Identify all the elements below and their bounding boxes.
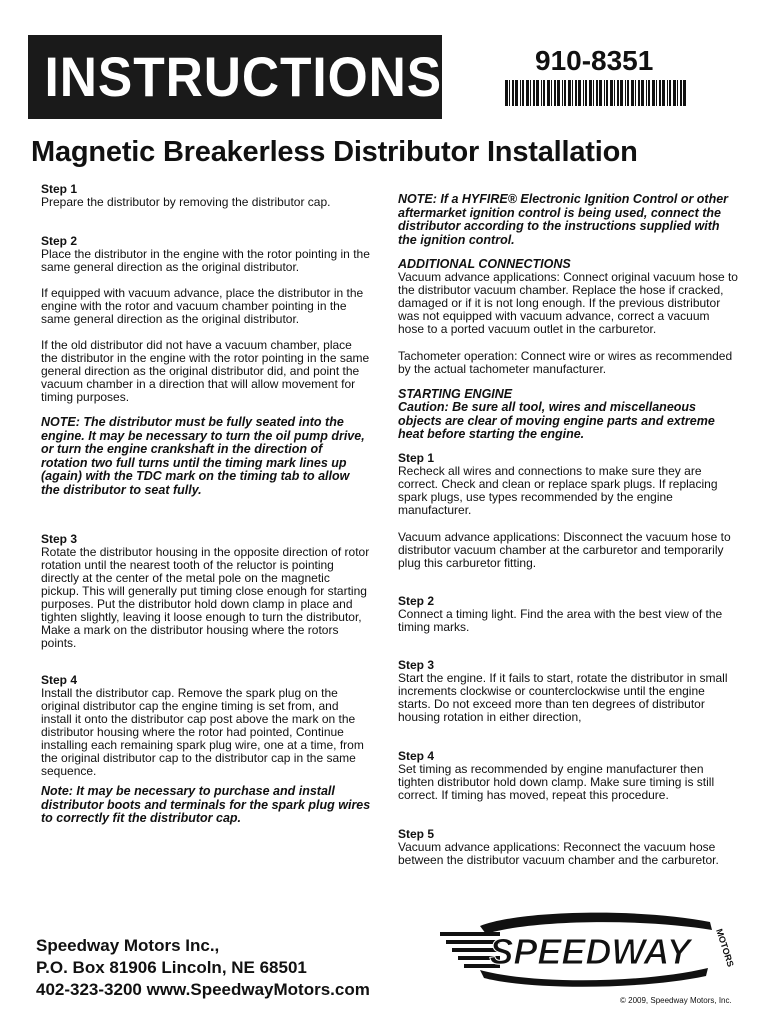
step-heading: Step 1 bbox=[41, 182, 78, 196]
barcode-bar bbox=[554, 80, 556, 106]
barcode-bar bbox=[669, 80, 671, 106]
section-heading: ADDITIONAL CONNECTIONS bbox=[398, 257, 571, 271]
step3-block bbox=[41, 533, 371, 650]
company-address bbox=[36, 935, 370, 1001]
phone-website: 402-323-3200 www.SpeedwayMotors.com bbox=[36, 980, 370, 999]
banner-title: INSTRUCTIONS bbox=[44, 45, 442, 108]
barcode-bar bbox=[543, 80, 545, 106]
barcode-bar bbox=[620, 80, 623, 106]
start-step4-block bbox=[398, 750, 738, 802]
barcode-bar bbox=[589, 80, 592, 106]
section-heading: STARTING ENGINE bbox=[398, 387, 513, 401]
step-heading: Step 3 bbox=[41, 532, 78, 546]
start-step1-block bbox=[398, 452, 738, 517]
barcode-bar bbox=[509, 80, 510, 106]
vacuum-advance-text: Vacuum advance applications: Connect original vacuum hose to the distributor vacuum chamber. Replace the hose if cracked, damaged or if it is not long enough. If the previous distributor was not equipped with vacuum advance, correct a vacuum hose to a ported vacuum outlet in the carburetor. bbox=[398, 270, 738, 336]
start-step3-block bbox=[398, 659, 738, 724]
barcode-bar bbox=[568, 80, 571, 106]
barcode-bar bbox=[512, 80, 514, 106]
barcode-bar bbox=[631, 80, 634, 106]
barcode-bar bbox=[505, 80, 508, 106]
barcode-bar bbox=[541, 80, 542, 106]
step-heading: Step 1 bbox=[398, 451, 435, 465]
step-text: Recheck all wires and connections to make sure they are correct. Check and clean or replace spark plugs. If replacing spark plugs, use types recommended by the engine manufacturer. bbox=[398, 464, 718, 517]
tachometer-text: Tachometer operation: Connect wire or wires as recommended by the actual tachometer manufacturer. bbox=[398, 349, 733, 376]
barcode-bar bbox=[646, 80, 647, 106]
barcode-bar bbox=[606, 80, 608, 106]
barcode-bar bbox=[614, 80, 615, 106]
barcode-bar bbox=[533, 80, 535, 106]
barcode-image bbox=[505, 80, 690, 106]
logo-wordmark: SPEEDWAY bbox=[489, 931, 691, 972]
barcode-bar bbox=[585, 80, 587, 106]
step-text: Vacuum advance applications: Reconnect the vacuum hose between the distributor vacuum chamber and the carburetor. bbox=[398, 840, 719, 867]
barcode-bar bbox=[599, 80, 602, 106]
barcode-bar bbox=[551, 80, 552, 106]
barcode-bar bbox=[557, 80, 560, 106]
step-heading: Step 2 bbox=[41, 234, 78, 248]
starting-engine-block bbox=[398, 388, 738, 442]
step-text: Install the distributor cap. Remove the spark plug on the original distributor cap the engine timing is set from, and install it onto the distributor cap post above the mark on the distributor housing where the rotor had pointed, Continue installing each remaining spark plug wire, one at a time, from the original distributor cap to the distributor cap in the same sequence. bbox=[41, 686, 364, 778]
barcode-bar bbox=[526, 80, 529, 106]
instructions-banner bbox=[28, 35, 442, 119]
part-number: 910-8351 bbox=[535, 45, 654, 76]
barcode-bar bbox=[652, 80, 655, 106]
step2-no-vacuum-text: If the old distributor did not have a vacuum chamber, place the distributor in the engine with the rotor pointing in the same general direction as the original distributor did, and point the vacuum chamber in a direction that will allow movement for timing purposes. bbox=[41, 338, 370, 404]
barcode-bar bbox=[564, 80, 566, 106]
barcode-bar bbox=[662, 80, 665, 106]
barcode-bar bbox=[683, 80, 686, 106]
barcode-bar bbox=[680, 80, 682, 106]
barcode-bar bbox=[677, 80, 678, 106]
barcode-bar bbox=[522, 80, 524, 106]
barcode-bar bbox=[520, 80, 521, 106]
barcode-bar bbox=[617, 80, 619, 106]
step-heading: Step 5 bbox=[398, 827, 435, 841]
barcode-bar bbox=[562, 80, 563, 106]
barcode-bar bbox=[667, 80, 668, 106]
po-box: P.O. Box 81906 Lincoln, NE 68501 bbox=[36, 958, 307, 977]
barcode-bar bbox=[572, 80, 573, 106]
step-text: Set timing as recommended by engine manufacturer then tighten distributor hold down clamp. Make sure timing is still correct. If timing has moved, repeat this procedure. bbox=[398, 762, 715, 802]
step1-block bbox=[41, 183, 371, 209]
barcode-bar bbox=[604, 80, 605, 106]
step-text: Start the engine. If it fails to start, rotate the distributor in small increments clockwise or counterclockwise until the engine starts. Do not exceed more than ten degrees of distributor housing rotation in either direction, bbox=[398, 671, 728, 724]
step-heading: Step 2 bbox=[398, 594, 435, 608]
barcode-bar bbox=[627, 80, 629, 106]
barcode-bar bbox=[596, 80, 598, 106]
barcode-bar bbox=[656, 80, 657, 106]
caution-text: Caution: Be sure all tool, wires and miscellaneous objects are clear of moving engine parts and extreme heat before starting the engine. bbox=[398, 400, 715, 441]
barcode-bar bbox=[625, 80, 626, 106]
step-heading: Step 4 bbox=[41, 673, 78, 687]
page-title: Magnetic Breakerless Distributor Installation bbox=[31, 136, 638, 168]
start-step1-vacuum-text: Vacuum advance applications: Disconnect the vacuum hose to distributor vacuum chamber at the carburetor and temporarily plug this carburetor fitting. bbox=[398, 530, 731, 570]
copyright-text: © 2009, Speedway Motors, Inc. bbox=[620, 996, 732, 1005]
step4-block bbox=[41, 674, 371, 778]
speedway-motors-logo bbox=[440, 908, 736, 988]
start-step5-block bbox=[398, 828, 738, 867]
barcode-bar bbox=[593, 80, 594, 106]
hyfire-note: NOTE: If a HYFIRE® Electronic Ignition Control or other aftermarket ignition control is being used, connect the distributor according to the instructions supplied with the ignition control. bbox=[398, 192, 729, 247]
step-heading: Step 4 bbox=[398, 749, 435, 763]
barcode-bar bbox=[536, 80, 539, 106]
barcode-bar bbox=[638, 80, 640, 106]
barcode-bar bbox=[530, 80, 531, 106]
step-text: Place the distributor in the engine with the rotor pointing in the same general direction as the original distributor. bbox=[41, 247, 370, 274]
step-heading: Step 3 bbox=[398, 658, 435, 672]
barcode-bar bbox=[659, 80, 661, 106]
barcode-bar bbox=[515, 80, 518, 106]
barcode-bar bbox=[635, 80, 636, 106]
barcode-bar bbox=[547, 80, 550, 106]
company-name: Speedway Motors Inc., bbox=[36, 936, 220, 955]
boots-note: Note: It may be necessary to purchase and install distributor boots and terminals for the spark plug wires to correctly fit the distributor cap. bbox=[41, 784, 371, 825]
logo-motors: MOTORS bbox=[714, 927, 736, 969]
step-text: Connect a timing light. Find the area with the best view of the timing marks. bbox=[398, 607, 723, 634]
step2-block bbox=[41, 235, 371, 274]
step-text: Prepare the distributor by removing the distributor cap. bbox=[41, 195, 331, 209]
barcode-bar bbox=[648, 80, 650, 106]
barcode-bar bbox=[641, 80, 644, 106]
seating-note: NOTE: The distributor must be fully seated into the engine. It may be necessary to turn the oil pump drive, or turn the engine crankshaft in the direction of rotation two full turns until the timing mark lines up (again) with the TDC mark on the timing tab to allow the distributor to seat fully. bbox=[41, 415, 365, 497]
additional-connections-block bbox=[398, 258, 738, 336]
step-text: Rotate the distributor housing in the opposite direction of rotor rotation until the nearest tooth of the reluctor is pointing directly at the center of the metal pole on the magnetic pickup. This will generally put timing close enough for starting purposes. Put the distributor hold down clamp in place and tighten slightly, leaving it loose enough to turn the distributor, Make a mark on the distributor housing where the rotors points. bbox=[41, 545, 370, 650]
barcode-bar bbox=[673, 80, 676, 106]
barcode-bar bbox=[575, 80, 577, 106]
barcode-bar bbox=[583, 80, 584, 106]
step2-vacuum-text: If equipped with vacuum advance, place the distributor in the engine with the rotor and vacuum chamber pointing in the same general direction as the original distributor. bbox=[41, 286, 364, 326]
barcode-bar bbox=[578, 80, 581, 106]
barcode-bar bbox=[610, 80, 613, 106]
start-step2-block bbox=[398, 595, 738, 634]
